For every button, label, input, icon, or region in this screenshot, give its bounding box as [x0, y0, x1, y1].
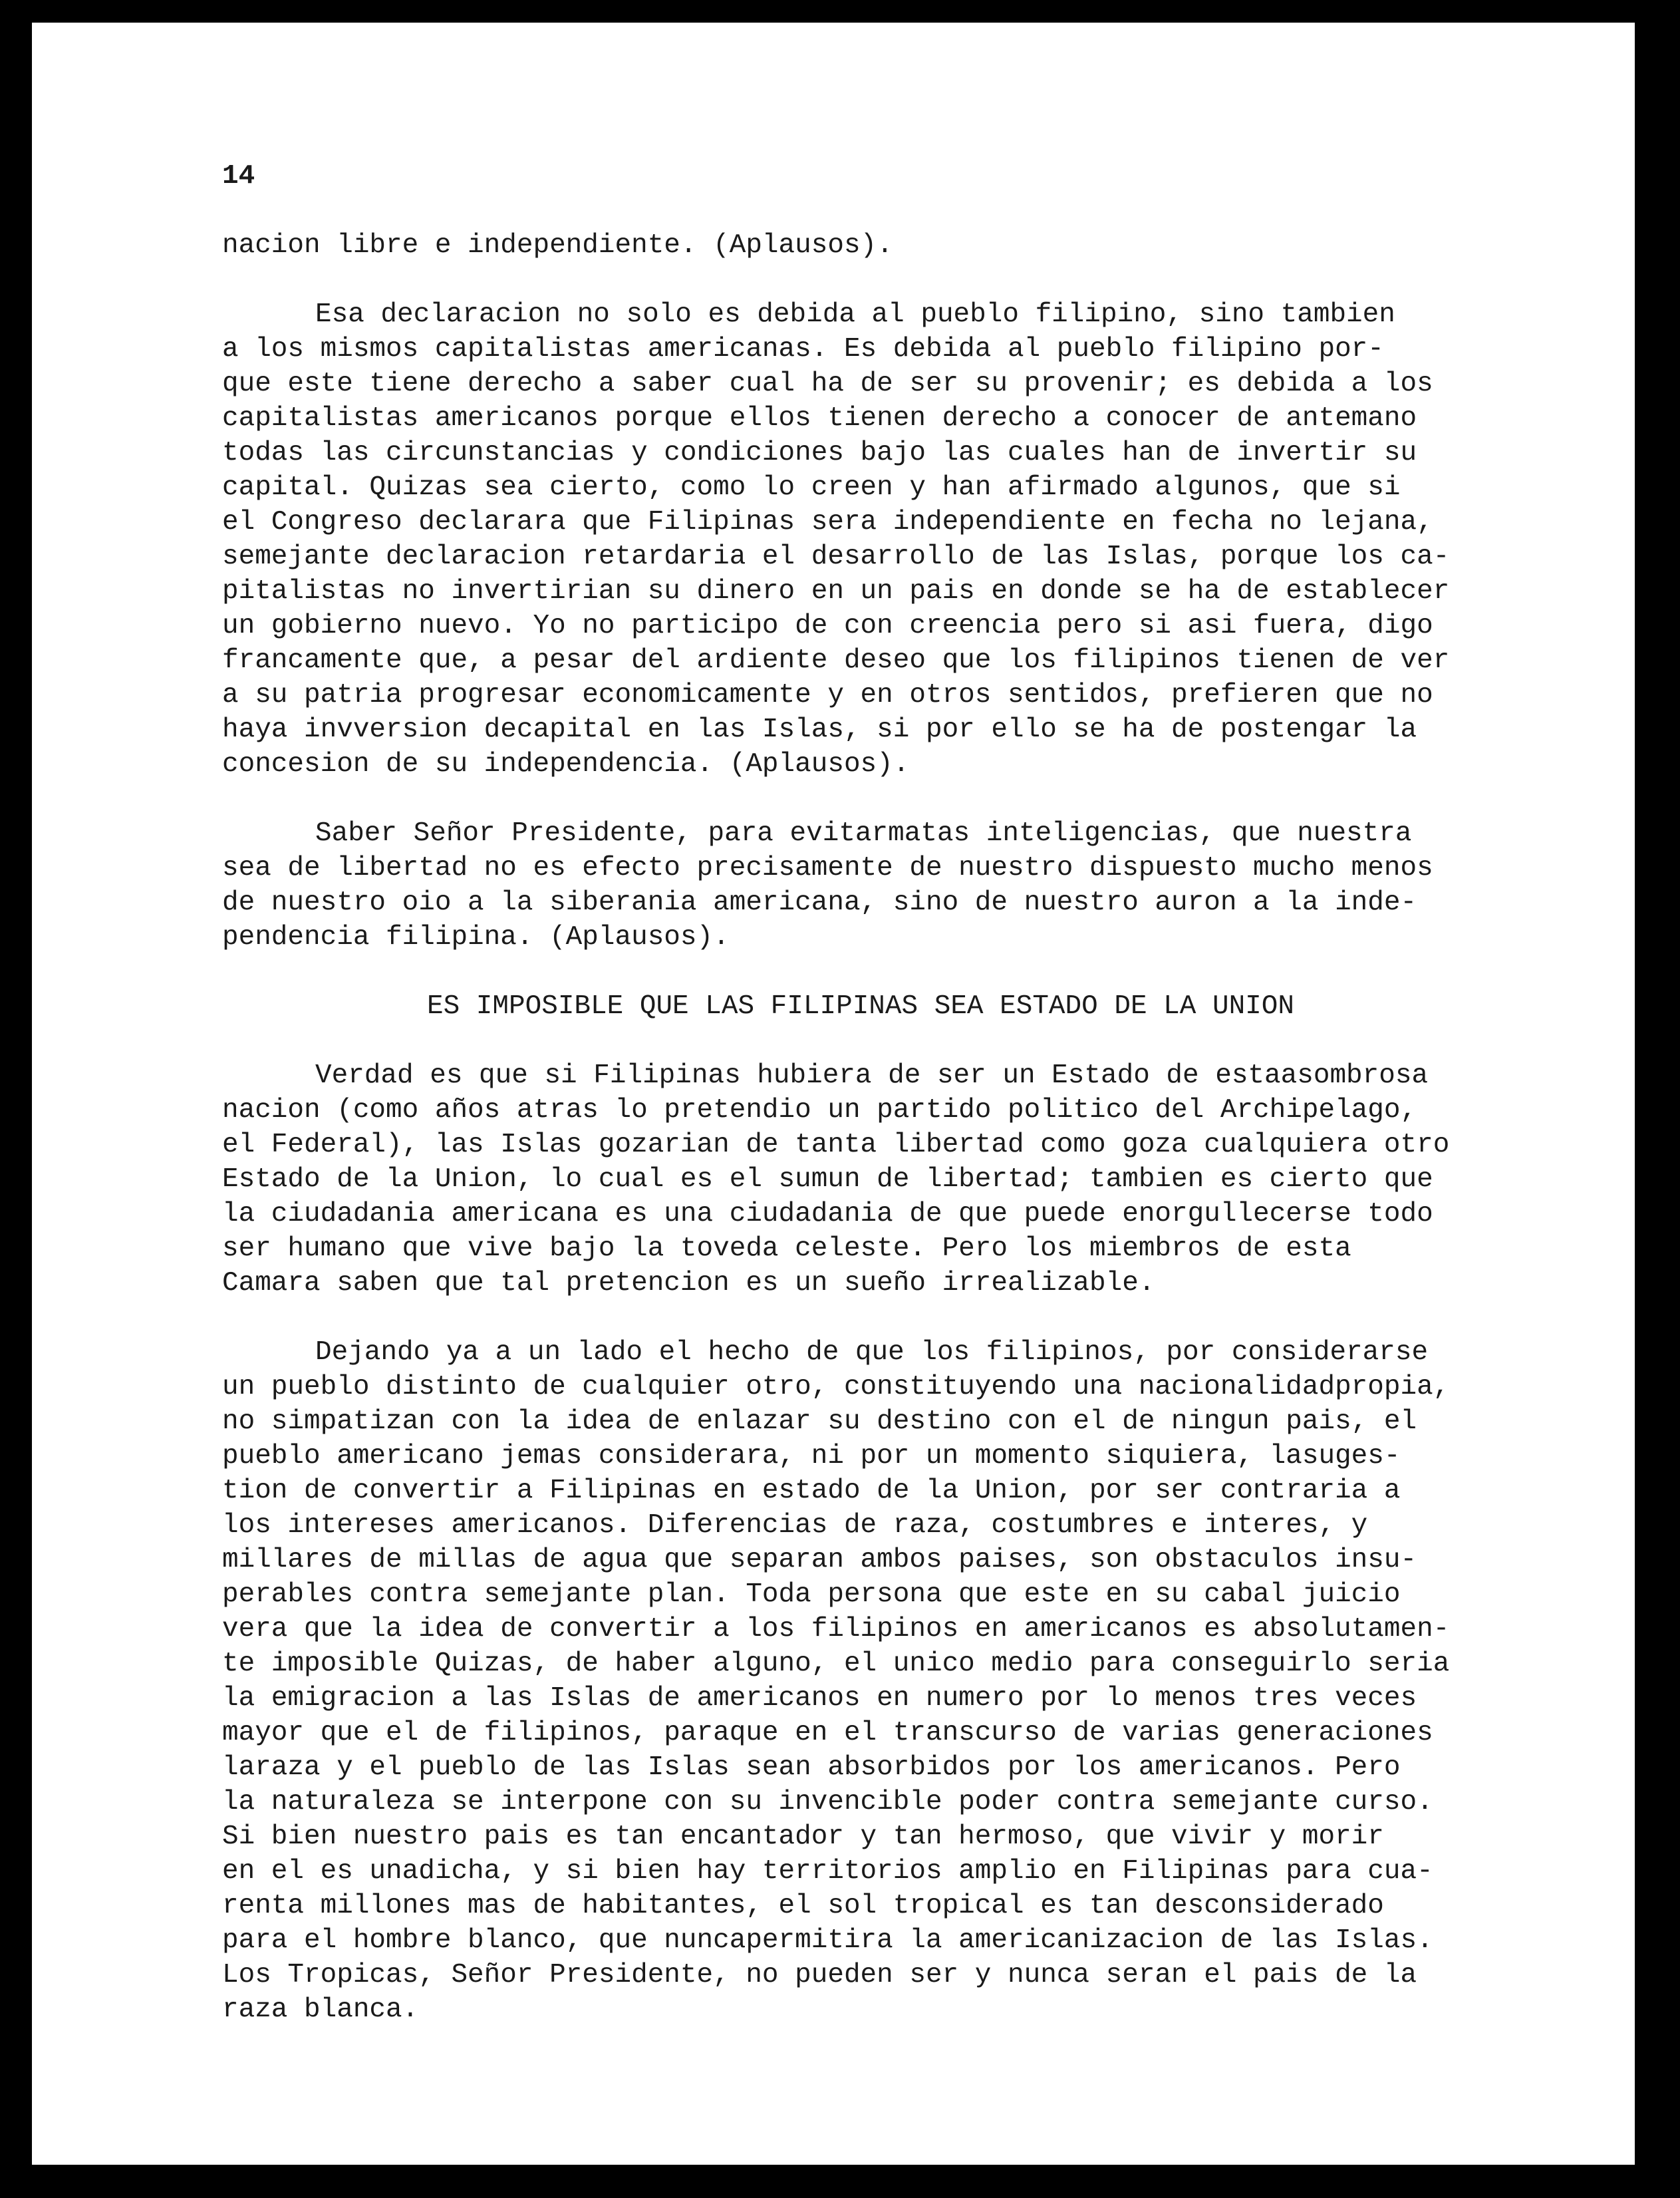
text-line: pitalistas no invertirian su dinero en un pais en donde se ha de establecer [222, 576, 1450, 607]
text-line: de nuestro oio a la siberania americana, sino de nuestro auron a la inde- [222, 887, 1417, 918]
page-number: 14 [222, 161, 255, 192]
text-line: un pueblo distinto de cualquier otro, constituyendo una nacionalidadpropia, [222, 1372, 1450, 1402]
text-line: Estado de la Union, lo cual es el sumun de libertad; tambien es cierto que [222, 1164, 1433, 1195]
text-line: ser humano que vive bajo la toveda celeste. Pero los miembros de esta [222, 1233, 1351, 1264]
text-line: semejante declaracion retardaria el desarrollo de las Islas, porque los ca- [222, 542, 1450, 572]
text-line: para el hombre blanco, que nuncapermitira la americanizacion de las Islas. [222, 1925, 1433, 1956]
paragraph [222, 1058, 1499, 1301]
text-line: vera que la idea de convertir a los filipinos en americanos es absolutamen- [222, 1614, 1450, 1645]
text-line: Si bien nuestro pais es tan encantador y tan hermoso, que vivir y morir [222, 1821, 1384, 1852]
text-line: un gobierno nuevo. Yo no participo de con creencia pero si asi fuera, digo [222, 611, 1433, 641]
text-line: Dejando ya a un lado el hecho de que los filipinos, por considerarse [315, 1337, 1429, 1368]
text-line: el Congreso declarara que Filipinas sera independiente en fecha no lejana, [222, 507, 1433, 538]
text-line: haya invversion decapital en las Islas, si por ello se ha de postengar la [222, 714, 1417, 745]
text-line: laraza y el pueblo de las Islas sean absorbidos por los americanos. Pero [222, 1752, 1401, 1783]
text-line: nacion (como años atras lo pretendio un partido politico del Archipelago, [222, 1095, 1417, 1126]
text-line: el Federal), las Islas gozarian de tanta libertad como goza cualquiera otro [222, 1130, 1450, 1160]
paragraph [222, 816, 1499, 955]
text-line: concesion de su independencia. (Aplausos). [222, 749, 910, 780]
text-line: pendencia filipina. (Aplausos). [222, 922, 730, 953]
paragraph [222, 297, 1499, 782]
text-line: Los Tropicas, Señor Presidente, no pueden ser y nunca seran el pais de la [222, 1960, 1417, 1990]
paragraph [222, 228, 1499, 263]
text-line: Verdad es que si Filipinas hubiera de ser un Estado de estaasombrosa [315, 1060, 1429, 1091]
text-line: no simpatizan con la idea de enlazar su destino con el de ningun pais, el [222, 1406, 1417, 1437]
text-line: Esa declaracion no solo es debida al pueblo filipino, sino tambien [315, 299, 1395, 330]
text-line: en el es unadicha, y si bien hay territorios amplio en Filipinas para cua- [222, 1856, 1433, 1887]
page-content [222, 159, 1499, 2062]
paragraph [222, 1335, 1499, 2027]
text-line: la ciudadania americana es una ciudadania de que puede enorgullecerse todo [222, 1199, 1433, 1229]
text-line: te imposible Quizas, de haber alguno, el unico medio para conseguirlo seria [222, 1648, 1450, 1679]
text-line: todas las circunstancias y condiciones bajo las cuales han de invertir su [222, 438, 1417, 468]
text-line: la emigracion a las Islas de americanos en numero por lo menos tres veces [222, 1683, 1417, 1714]
text-line: tion de convertir a Filipinas en estado de la Union, por ser contraria a [222, 1476, 1401, 1506]
text-line: los intereses americanos. Diferencias de raza, costumbres e interes, y [222, 1510, 1368, 1541]
text-line: renta millones mas de habitantes, el sol tropical es tan desconsiderado [222, 1891, 1384, 1921]
text-line: mayor que el de filipinos, paraque en el transcurso de varias generaciones [222, 1718, 1433, 1748]
text-line: sea de libertad no es efecto precisamente de nuestro dispuesto mucho menos [222, 853, 1433, 883]
text-line: millares de millas de agua que separan ambos paises, son obstaculos insu- [222, 1545, 1417, 1575]
text-line: capital. Quizas sea cierto, como lo creen y han afirmado algunos, que si [222, 472, 1401, 503]
text-line: nacion libre e independiente. (Aplausos). [222, 230, 893, 261]
text-line: francamente que, a pesar del ardiente deseo que los filipinos tienen de ver [222, 645, 1450, 676]
document-page [32, 23, 1635, 2165]
text-line: raza blanca. [222, 1994, 419, 2025]
text-line: la naturaleza se interpone con su invencible poder contra semejante curso. [222, 1787, 1433, 1817]
text-line: Saber Señor Presidente, para evitarmatas inteligencias, que nuestra [315, 818, 1412, 849]
text-line: perables contra semejante plan. Toda persona que este en su cabal juicio [222, 1579, 1401, 1610]
text-line: que este tiene derecho a saber cual ha de ser su provenir; es debida a los [222, 369, 1433, 399]
text-line: Camara saben que tal pretencion es un sueño irrealizable. [222, 1268, 1155, 1299]
text-line: capitalistas americanos porque ellos tienen derecho a conocer de antemano [222, 403, 1417, 434]
text-line: pueblo americano jemas considerara, ni por un momento siquiera, lasuges- [222, 1441, 1401, 1472]
section-heading: ES IMPOSIBLE QUE LAS FILIPINAS SEA ESTADO DE LA UNION [426, 991, 1294, 1022]
text-line: a su patria progresar economicamente y en otros sentidos, prefieren que no [222, 680, 1433, 710]
text-line: a los mismos capitalistas americanas. Es debida al pueblo filipino por- [222, 334, 1384, 365]
